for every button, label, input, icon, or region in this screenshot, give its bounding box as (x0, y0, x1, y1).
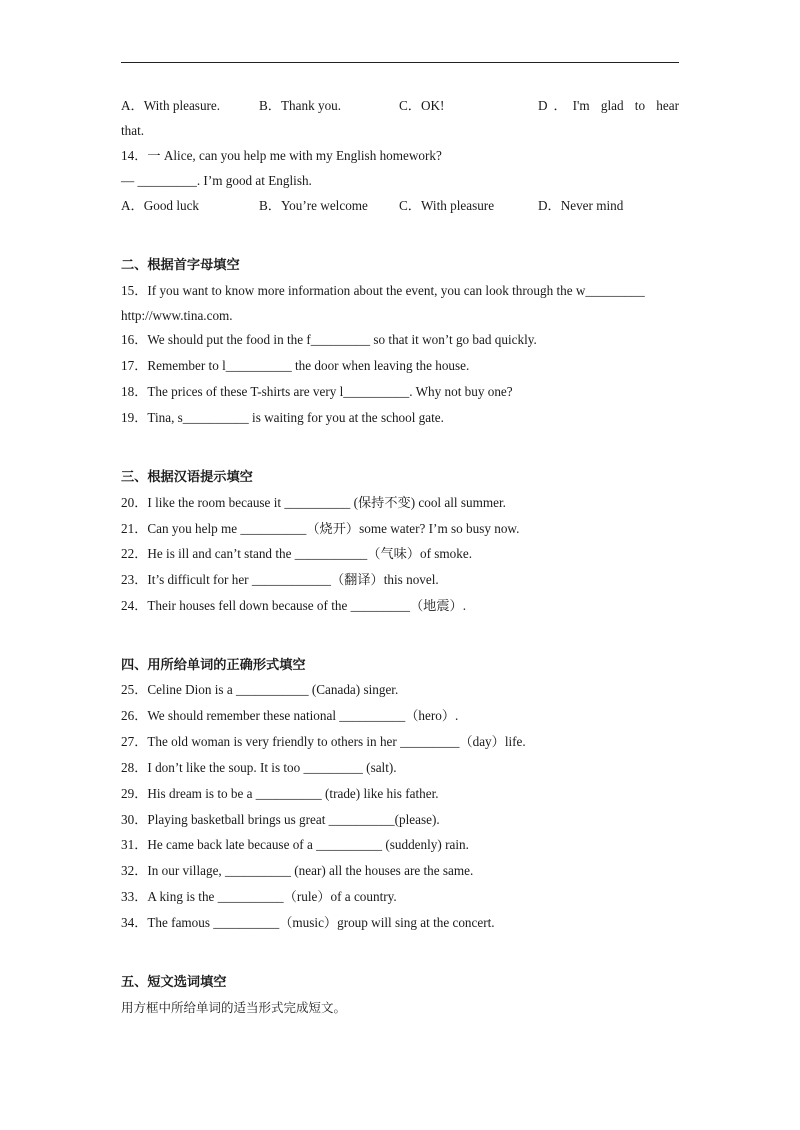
section4-title: 四、用所给单词的正确形式填空 (121, 658, 306, 673)
question-22: 22．He is ill and can’t stand the ___________（气味）of smoke. (121, 546, 473, 561)
q14-option-d: D．Never mind (538, 198, 624, 213)
section5-title: 五、短文选词填空 (121, 975, 227, 990)
q13-option-b: B．Thank you. (259, 98, 342, 113)
question-33: 33．A king is the __________（rule）of a country. (121, 889, 397, 904)
question-32: 32．In our village, __________ (near) all the houses are the same. (121, 863, 474, 878)
question-30: 30．Playing basketball brings us great __________(please). (121, 812, 440, 827)
q14-option-a: A．Good luck (121, 198, 200, 213)
question-15: 15．If you want to know more information about the event, you can look through the w_________ (121, 283, 645, 298)
section3-title: 三、根据汉语提示填空 (121, 470, 253, 485)
q14-reply: — _________. I’m good at English. (121, 173, 312, 188)
question-23: 23．It’s difficult for her ____________（翻译）this novel. (121, 572, 439, 587)
section5-instruction: 用方框中所给单词的适当形式完成短文。 (121, 1000, 347, 1015)
question-31: 31．He came back late because of a __________ (suddenly) rain. (121, 837, 469, 852)
q13-option-c: C．OK! (399, 98, 445, 113)
question-15-continued: http://www.tina.com. (121, 308, 233, 323)
question-18: 18．The prices of these T-shirts are very l__________. Why not buy one? (121, 384, 513, 399)
q14-stem: 14．一 Alice, can you help me with my English homework? (121, 148, 442, 163)
q13-option-a: A．With pleasure. (121, 98, 221, 113)
question-19: 19．Tina, s__________ is waiting for you at the school gate. (121, 410, 444, 425)
question-26: 26．We should remember these national __________（hero）. (121, 708, 459, 723)
question-25: 25．Celine Dion is a ___________ (Canada) singer. (121, 682, 399, 697)
question-17: 17．Remember to l__________ the door when leaving the house. (121, 358, 470, 373)
question-28: 28．I don’t like the soup. It is too _________ (salt). (121, 760, 397, 775)
q13-option-d: D．I'm glad to hear (538, 98, 679, 113)
question-16: 16．We should put the food in the f_________ so that it won’t go bad quickly. (121, 332, 537, 347)
q14-option-b: B．You’re welcome (259, 198, 368, 213)
question-29: 29．His dream is to be a __________ (trade) like his father. (121, 786, 439, 801)
question-21: 21．Can you help me __________（烧开）some water? I’m so busy now. (121, 521, 520, 536)
question-27: 27．The old woman is very friendly to others in her _________（day）life. (121, 734, 526, 749)
question-20: 20．I like the room because it __________ (保持不变) cool all summer. (121, 495, 506, 510)
question-24: 24．Their houses fell down because of the _________（地震）. (121, 598, 467, 613)
question-34: 34．The famous __________（music）group will sing at the concert. (121, 915, 495, 930)
q13-option-d-continued: that. (121, 123, 145, 138)
section2-title: 二、根据首字母填空 (121, 258, 240, 273)
header-rule (121, 62, 679, 63)
q14-option-c: C．With pleasure (399, 198, 495, 213)
